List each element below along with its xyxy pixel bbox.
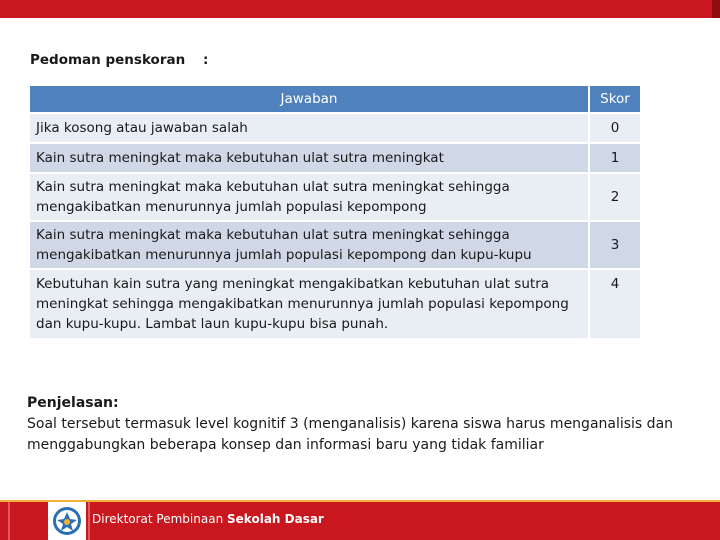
score-cell: 4 bbox=[590, 270, 640, 338]
score-column-header: Skor bbox=[590, 86, 640, 112]
table-row bbox=[30, 114, 640, 142]
table-header-row bbox=[30, 86, 640, 112]
explanation-body: Soal tersebut termasuk level kognitif 3 (menganalisis) karena siswa harus menganalisis dan menggabungkan beberapa konsep dan informasi baru yang tidak familiar bbox=[27, 416, 674, 453]
table-row bbox=[30, 174, 640, 220]
footer-organization bbox=[92, 512, 324, 526]
answer-cell: Kain sutra meningkat maka kebutuhan ulat sutra meningkat sehingga mengakibatkan menurunnya jumlah populasi kepompong dan kupu-kupu bbox=[30, 222, 588, 268]
answer-cell: Kebutuhan kain sutra yang meningkat mengakibatkan kebutuhan ulat sutra meningkat sehingga mengakibatkan menurunnya jumlah populasi kepompong dan kupu-kupu. Lambat laun kupu-kupu bisa punah. bbox=[30, 270, 588, 338]
answer-cell: Kain sutra meningkat maka kebutuhan ulat sutra meningkat bbox=[30, 144, 588, 172]
footer-divider bbox=[88, 502, 90, 540]
table-row bbox=[30, 222, 640, 268]
footer-org-strong: Sekolah Dasar bbox=[227, 512, 324, 526]
score-cell: 1 bbox=[590, 144, 640, 172]
scoring-guide-colon: : bbox=[203, 52, 209, 68]
answer-column-header: Jawaban bbox=[30, 86, 588, 112]
answer-cell: Kain sutra meningkat maka kebutuhan ulat sutra meningkat sehingga mengakibatkan menurunnya jumlah populasi kepompong bbox=[30, 174, 588, 220]
score-cell: 0 bbox=[590, 114, 640, 142]
footer-org-prefix: Direktorat Pembinaan bbox=[92, 512, 224, 526]
top-bar-cap bbox=[712, 0, 720, 18]
top-accent-bar bbox=[0, 0, 720, 18]
footer-bar bbox=[0, 500, 720, 540]
footer-gold-stripe bbox=[0, 500, 720, 502]
score-cell: 2 bbox=[590, 174, 640, 220]
answer-cell: Jika kosong atau jawaban salah bbox=[30, 114, 588, 142]
footer-divider bbox=[8, 502, 10, 540]
explanation-title: Penjelasan: bbox=[27, 395, 119, 411]
score-cell: 3 bbox=[590, 222, 640, 268]
table-row bbox=[30, 144, 640, 172]
tut-wuri-handayani-emblem-icon bbox=[48, 502, 86, 540]
scoring-rubric-table bbox=[28, 84, 642, 340]
table-row bbox=[30, 270, 640, 338]
explanation-block bbox=[27, 393, 707, 456]
scoring-guide-label: Pedoman penskoran bbox=[30, 52, 186, 68]
